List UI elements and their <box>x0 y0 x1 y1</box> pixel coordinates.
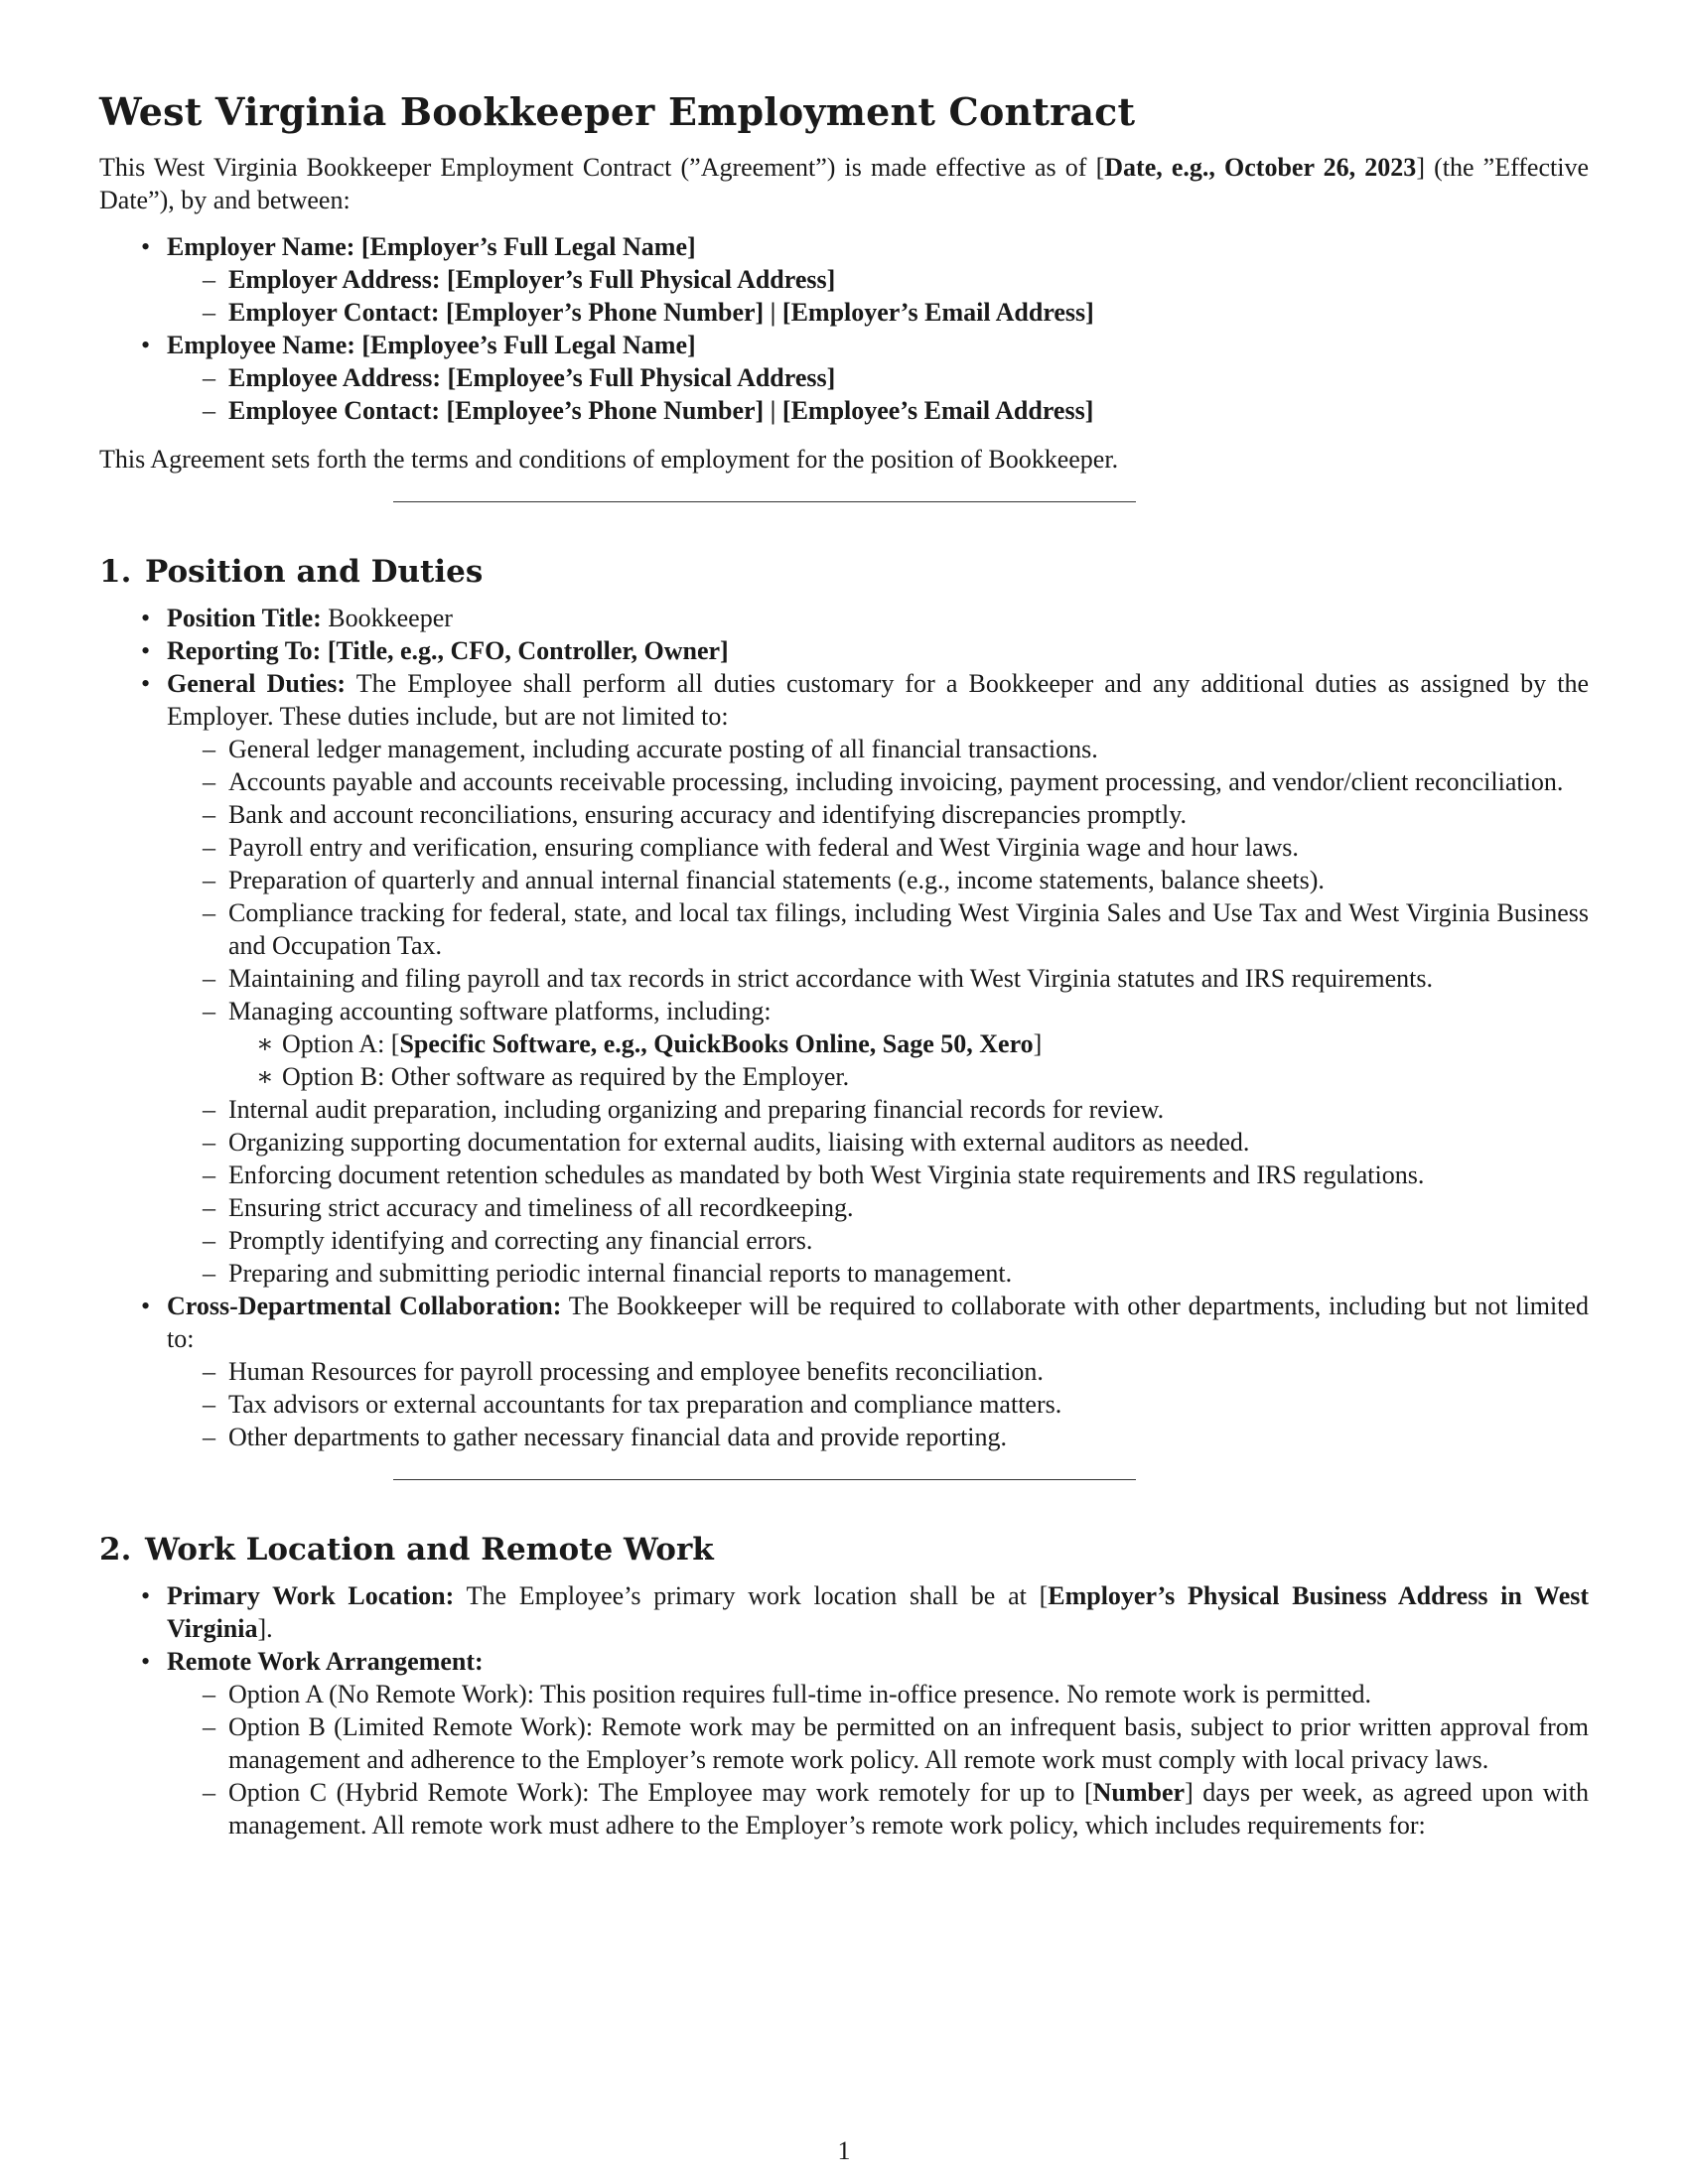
list-item: – Organizing supporting documentation for external audits, liaising with external auditors as needed. <box>228 1126 1589 1159</box>
intro-text: This West Virginia Bookkeeper Employment Contract (”Agreement”) is made effective as of [ <box>99 153 1105 182</box>
remote-option-b: – Option B (Limited Remote Work): Remote work may be permitted on an infrequent basis, subject to prior written approval from management and adherence to the Employer’s remote work policy. All remote work must comply with local privacy laws. <box>228 1710 1589 1776</box>
section-number: 1. <box>99 554 132 590</box>
document-page <box>99 0 1589 2184</box>
employer-address: Employer Address: [Employer’s Full Physical Address] <box>228 265 836 294</box>
field-label: Primary Work Location: <box>167 1581 455 1610</box>
employer-details <box>167 263 1589 329</box>
option-text-end: ] <box>1033 1029 1043 1058</box>
section-position-duties <box>99 552 1589 1453</box>
section-heading <box>99 1530 1589 1570</box>
list-item: – Promptly identifying and correcting any financial errors. <box>228 1224 1589 1257</box>
address-placeholder: Employer’s Physical Business Address in West Virginia <box>167 1581 1590 1643</box>
list-item: – Compliance tracking for federal, state, and local tax filings, including West Virginia Sales and Use Tax and West Virginia Business and Occupation Tax. <box>228 896 1589 962</box>
primary-location-item <box>167 1579 1589 1645</box>
section-title: Position and Duties <box>145 554 484 590</box>
section-heading <box>99 552 1589 592</box>
employee-name: Employee Name: [Employee’s Full Legal Name] <box>167 331 696 359</box>
software-options <box>228 1027 1589 1093</box>
section-divider <box>393 501 1136 502</box>
software-option-b: ∗ Option B: Other software as required by the Employer. <box>282 1060 1589 1093</box>
list-item: – Tax advisors or external accountants for tax preparation and compliance matters. <box>228 1388 1589 1421</box>
list-item: – Ensuring strict accuracy and timeliness of all recordkeeping. <box>228 1191 1589 1224</box>
employer-contact-item <box>228 296 1589 329</box>
field-label: Reporting To: <box>167 636 322 665</box>
page-number: 1 <box>837 2136 851 2165</box>
field-label: Position Title: <box>167 604 322 632</box>
document-title: West Virginia Bookkeeper Employment Contract <box>99 89 1136 134</box>
list-item: – Bank and account reconciliations, ensuring accuracy and identifying discrepancies promptly. <box>228 798 1589 831</box>
list-item: – Enforcing document retention schedules as mandated by both West Virginia state requirements and IRS regulations. <box>228 1159 1589 1191</box>
employer-item <box>167 230 1589 329</box>
duties-list <box>167 733 1589 1290</box>
intro-paragraph <box>99 151 1589 216</box>
employee-details <box>167 361 1589 427</box>
field-value: The Employee shall perform all duties customary for a Bookkeeper and any additional duties as assigned by the Employer. These duties include, but are not limited to: <box>167 669 1589 731</box>
number-placeholder: Number <box>1092 1778 1186 1807</box>
remote-option-a: – Option A (No Remote Work): This position requires full-time in-office presence. No remote work is permitted. <box>228 1678 1589 1710</box>
employee-address: Employee Address: [Employee’s Full Physical Address] <box>228 363 836 392</box>
list-item: – General ledger management, including accurate posting of all financial transactions. <box>228 733 1589 765</box>
intro-text-end: ] (the ”Effective Date”), by and between: <box>99 153 1589 214</box>
option-text-end: ] days per week, as agreed upon with management. All remote work must adhere to the Employer’s remote work policy, which includes requirements for: <box>228 1778 1590 1840</box>
parties-list <box>99 230 1589 427</box>
work-location-list <box>99 1579 1589 1842</box>
option-placeholder: Specific Software, e.g., QuickBooks Online, Sage 50, Xero <box>399 1029 1034 1058</box>
list-item: – Payroll entry and verification, ensuring compliance with federal and West Virginia wage and hour laws. <box>228 831 1589 864</box>
list-item <box>228 995 1589 1093</box>
effective-date-placeholder: Date, e.g., October 26, 2023 <box>1104 153 1417 182</box>
section-divider <box>393 1479 1136 1480</box>
field-value-end: ]. <box>257 1614 273 1643</box>
field-value: The Bookkeeper will be required to collaborate with other departments, including but not limited to: <box>167 1292 1590 1353</box>
field-value: Bookkeeper <box>321 604 453 632</box>
list-item: – Internal audit preparation, including organizing and preparing financial records for review. <box>228 1093 1589 1126</box>
field-label: Remote Work Arrangement: <box>167 1647 484 1676</box>
list-item: – Human Resources for payroll processing and employee benefits reconciliation. <box>228 1355 1589 1388</box>
remote-options-list <box>167 1678 1589 1842</box>
section-number: 2. <box>99 1532 132 1568</box>
list-item: – Accounts payable and accounts receivable processing, including invoicing, payment processing, and vendor/client reconciliation. <box>228 765 1589 798</box>
remote-option-c <box>228 1776 1589 1842</box>
closing-paragraph: This Agreement sets forth the terms and conditions of employment for the position of Bookkeeper. <box>99 445 1119 474</box>
option-text: Option A: [ <box>282 1029 400 1058</box>
field-label: Cross-Departmental Collaboration: <box>167 1292 562 1320</box>
employee-address-item <box>228 361 1589 394</box>
list-item-text: Managing accounting software platforms, including: <box>228 997 772 1025</box>
list-item: – Maintaining and filing payroll and tax records in strict accordance with West Virginia statutes and IRS requirements. <box>228 962 1589 995</box>
software-option-a <box>282 1027 1589 1060</box>
collaboration-list <box>167 1355 1589 1453</box>
reporting-item <box>167 634 1589 667</box>
employee-item <box>167 329 1589 427</box>
field-value: The Employee’s primary work location shall be at [ <box>454 1581 1049 1610</box>
employee-contact-item <box>228 394 1589 427</box>
position-list <box>99 602 1589 1453</box>
option-text: Option C (Hybrid Remote Work): The Employee may work remotely for up to [ <box>228 1778 1093 1807</box>
field-label: General Duties: <box>167 669 347 698</box>
collaboration-item <box>167 1290 1589 1453</box>
position-title-item <box>167 602 1589 634</box>
section-title: Work Location and Remote Work <box>145 1532 714 1568</box>
list-item: – Preparing and submitting periodic internal financial reports to management. <box>228 1257 1589 1290</box>
employee-contact: Employee Contact: [Employee’s Phone Number] | [Employee’s Email Address] <box>228 396 1094 425</box>
general-duties-item <box>167 667 1589 1290</box>
employer-name: Employer Name: [Employer’s Full Legal Name] <box>167 232 696 261</box>
remote-work-item <box>167 1645 1589 1842</box>
employer-address-item <box>228 263 1589 296</box>
list-item: – Preparation of quarterly and annual internal financial statements (e.g., income statements, balance sheets). <box>228 864 1589 896</box>
employer-contact: Employer Contact: [Employer’s Phone Number] | [Employer’s Email Address] <box>228 298 1094 327</box>
list-item: – Other departments to gather necessary financial data and provide reporting. <box>228 1421 1589 1453</box>
field-value: [Title, e.g., CFO, Controller, Owner] <box>321 636 729 665</box>
section-work-location <box>99 1530 1589 1842</box>
